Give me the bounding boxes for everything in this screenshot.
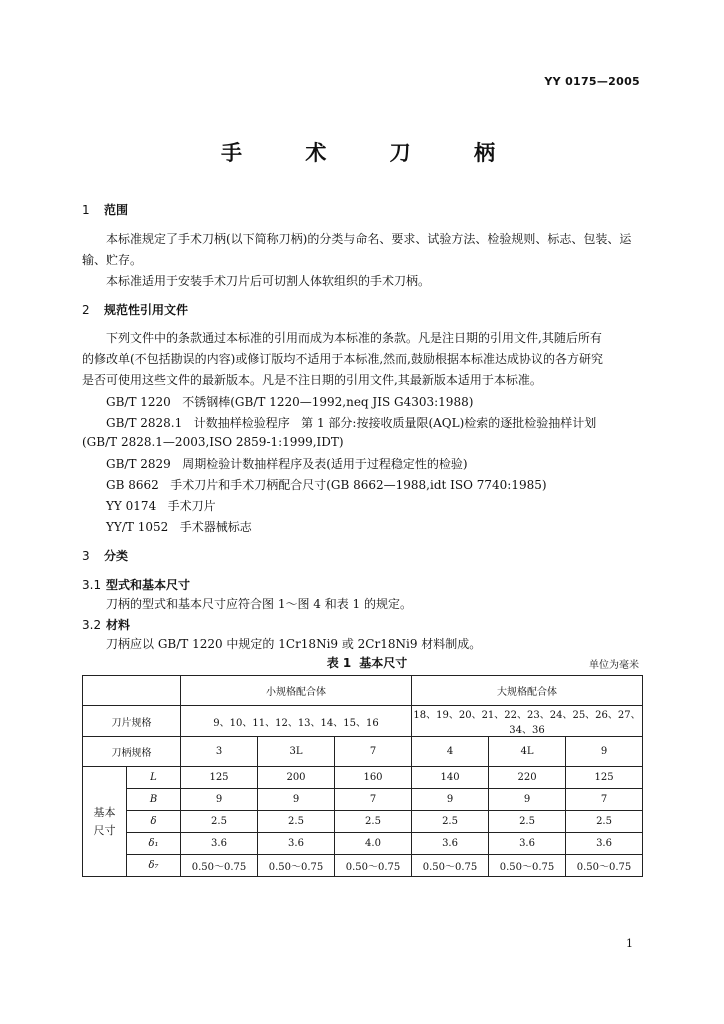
table-cell: 3L bbox=[258, 737, 335, 767]
text-line: 本标准规定了手术刀柄(以下简称刀柄)的分类与命名、要求、试验方法、检验规则、标志、包装、运 bbox=[106, 232, 632, 246]
symbol-cell: B bbox=[127, 789, 181, 811]
table-cell: 2.5 bbox=[258, 811, 335, 833]
section-2-intro-cont bbox=[82, 349, 642, 391]
text-line: 的修改单(不包括勘误的内容)或修订版均不适用于本标准,然而,鼓励根据本标准达成协议的各方研究 bbox=[82, 352, 603, 366]
table-cell: 9 bbox=[489, 789, 566, 811]
page-number: 1 bbox=[626, 937, 633, 950]
text-line: 是否可使用这些文件的最新版本。凡是不注日期的引用文件,其最新版本适用于本标准。 bbox=[82, 373, 542, 387]
table-cell: 4L bbox=[489, 737, 566, 767]
section-number: 2 bbox=[82, 303, 90, 317]
section-title: 规范性引用文件 bbox=[104, 303, 189, 317]
table-cell: 2.5 bbox=[181, 811, 258, 833]
table-row bbox=[83, 767, 643, 789]
table-cell: 2.5 bbox=[335, 811, 412, 833]
table-cell: 125 bbox=[566, 767, 643, 789]
table-cell: 7 bbox=[566, 789, 643, 811]
table-cell: 3.6 bbox=[181, 833, 258, 855]
table-cell: 200 bbox=[258, 767, 335, 789]
table-unit: 单位为毫米 bbox=[589, 660, 639, 671]
section-1-paragraph-1-cont bbox=[82, 250, 642, 271]
section-title: 分类 bbox=[104, 549, 129, 563]
reference-item: GB/T 1220 不锈钢棒(GB/T 1220—1992,neq JIS G4303:1988) bbox=[106, 395, 474, 409]
section-3-heading bbox=[82, 547, 128, 564]
symbol-cell: L bbox=[127, 767, 181, 789]
table-cell: 9 bbox=[412, 789, 489, 811]
reference-item: YY 0174 手术刀片 bbox=[106, 499, 216, 513]
table-cell: 3.6 bbox=[258, 833, 335, 855]
table-cell: 18、19、20、21、22、23、24、25、26、27、34、36 bbox=[412, 706, 643, 737]
table-cell: 4.0 bbox=[335, 833, 412, 855]
text-line: 刀柄应以 GB/T 1220 中规定的 1Cr18Ni9 或 2Cr18Ni9 材料制成。 bbox=[106, 637, 482, 651]
table-cell: 125 bbox=[181, 767, 258, 789]
label-line: 基本 bbox=[93, 805, 116, 819]
table-cell: 140 bbox=[412, 767, 489, 789]
basic-dimensions-table bbox=[82, 675, 643, 877]
section-1-paragraph-2 bbox=[82, 271, 642, 292]
row-group-label bbox=[83, 767, 127, 877]
subsection-title: 材料 bbox=[106, 618, 131, 632]
subsection-3-2-heading bbox=[82, 616, 130, 633]
table-cell: 7 bbox=[335, 737, 412, 767]
section-2-heading bbox=[82, 301, 188, 318]
label-line: 尺寸 bbox=[93, 823, 116, 837]
table-title: 基本尺寸 bbox=[359, 656, 408, 670]
table-number: 表 1 bbox=[326, 656, 352, 670]
symbol-cell: δ bbox=[127, 811, 181, 833]
table-cell: 0.50～0.75 bbox=[566, 855, 643, 877]
subsection-number: 3.2 bbox=[82, 618, 102, 632]
table-cell: 0.50～0.75 bbox=[412, 855, 489, 877]
table-cell: 9 bbox=[258, 789, 335, 811]
table-cell: 0.50～0.75 bbox=[335, 855, 412, 877]
table-row bbox=[83, 676, 643, 706]
table-row bbox=[83, 855, 643, 877]
text-line: 下列文件中的条款通过本标准的引用而成为本标准的条款。凡是注日期的引用文件,其随后所有 bbox=[106, 331, 602, 345]
reference-item: GB/T 2828.1 计数抽样检验程序 第 1 部分:按接收质量限(AQL)检索的逐批检验抽样计划 bbox=[106, 416, 597, 430]
standard-code: YY 0175—2005 bbox=[544, 75, 640, 88]
table-cell: 0.50～0.75 bbox=[258, 855, 335, 877]
reference-item: GB 8662 手术刀片和手术刀柄配合尺寸(GB 8662—1988,idt ISO 7740:1985) bbox=[106, 478, 547, 492]
table-cell: 0.50～0.75 bbox=[489, 855, 566, 877]
section-number: 3 bbox=[82, 549, 90, 563]
subsection-title: 型式和基本尺寸 bbox=[106, 578, 191, 592]
document-title: 手 术 刀 柄 bbox=[221, 141, 523, 165]
table-cell: 3.6 bbox=[489, 833, 566, 855]
text-line: 刀柄的型式和基本尺寸应符合图 1～图 4 和表 1 的规定。 bbox=[106, 597, 412, 611]
table-row bbox=[83, 789, 643, 811]
table-cell: 4 bbox=[412, 737, 489, 767]
table-cell: 220 bbox=[489, 767, 566, 789]
table-header-large: 大规格配合体 bbox=[412, 676, 643, 706]
table-cell: 2.5 bbox=[566, 811, 643, 833]
symbol-cell: δ₁ bbox=[127, 833, 181, 855]
text-line: 本标准适用于安装手术刀片后可切割人体软组织的手术刀柄。 bbox=[106, 274, 431, 288]
reference-item-cont: (GB/T 2828.1—2003,ISO 2859-1:1999,IDT) bbox=[82, 435, 344, 449]
row-label: 刀片规格 bbox=[83, 706, 181, 737]
reference-item: YY/T 1052 手术器械标志 bbox=[106, 520, 252, 534]
table-cell: 9 bbox=[566, 737, 643, 767]
table-cell: 9 bbox=[181, 789, 258, 811]
table-row bbox=[83, 706, 643, 737]
table-cell: 0.50～0.75 bbox=[181, 855, 258, 877]
section-number: 1 bbox=[82, 203, 90, 217]
reference-item: GB/T 2829 周期检验计数抽样程序及表(适用于过程稳定性的检验) bbox=[106, 457, 468, 471]
section-1-heading bbox=[82, 201, 128, 218]
table-row bbox=[83, 737, 643, 767]
table-cell-empty bbox=[83, 676, 181, 706]
text-line: 输、贮存。 bbox=[82, 253, 143, 267]
subsection-3-1-heading bbox=[82, 576, 190, 593]
section-1-paragraph-1 bbox=[82, 229, 642, 250]
section-title: 范围 bbox=[104, 203, 129, 217]
table-cell: 9、10、11、12、13、14、15、16 bbox=[181, 706, 412, 737]
table-cell: 2.5 bbox=[412, 811, 489, 833]
table-cell: 3.6 bbox=[412, 833, 489, 855]
subsection-3-1-text bbox=[82, 594, 642, 615]
table-cell: 160 bbox=[335, 767, 412, 789]
table-cell: 7 bbox=[335, 789, 412, 811]
subsection-number: 3.1 bbox=[82, 578, 102, 592]
section-2-intro bbox=[82, 328, 642, 349]
row-label: 刀柄规格 bbox=[83, 737, 181, 767]
table-cell: 3.6 bbox=[566, 833, 643, 855]
symbol-cell: δ₇ bbox=[127, 855, 181, 877]
subsection-3-2-text bbox=[82, 634, 642, 655]
table-cell: 3 bbox=[181, 737, 258, 767]
table-row bbox=[83, 811, 643, 833]
table-row bbox=[83, 833, 643, 855]
table-cell: 2.5 bbox=[489, 811, 566, 833]
table-header-small: 小规格配合体 bbox=[181, 676, 412, 706]
